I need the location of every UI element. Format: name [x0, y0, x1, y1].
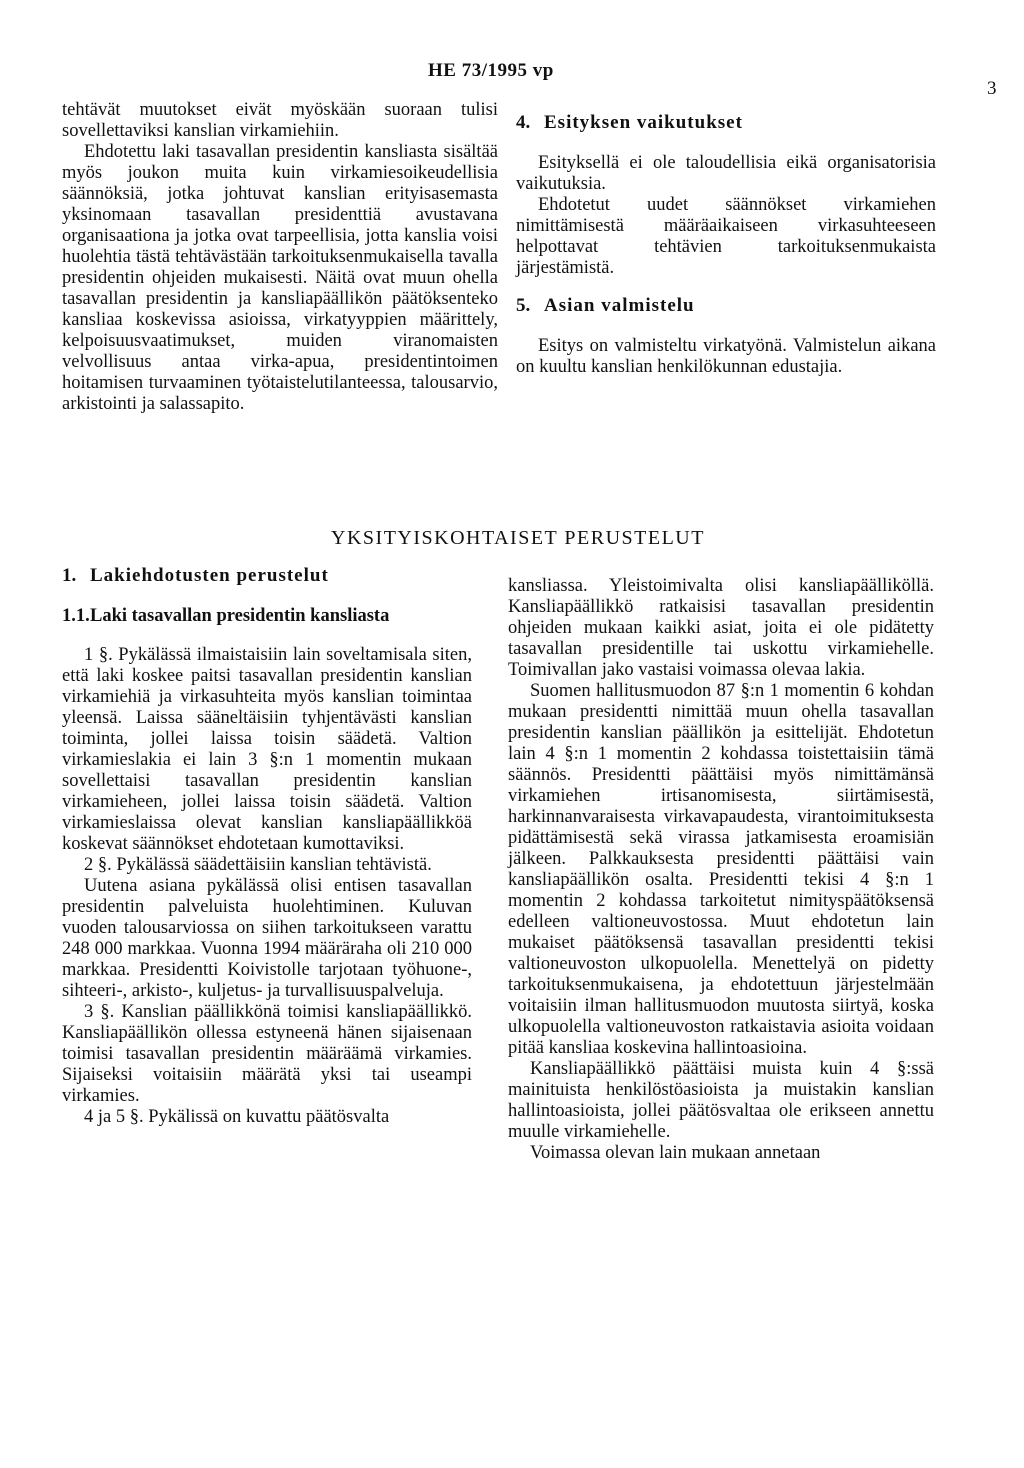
paragraph: 2 §. Pykälässä säädettäisiin kanslian tehtävistä.: [84, 855, 432, 875]
section-title: Lakiehdotusten perustelut: [90, 565, 329, 586]
paragraph: Ehdotetut uudet säännökset virkamiehen nimittämisestä määräaikaiseen virkasuhteeseen helpottavat tehtävien tarkoituksenmukaista järjestämistä.: [516, 195, 936, 278]
section-number: 5.: [516, 295, 531, 316]
top-right-column: [516, 112, 936, 378]
document-id: HE 73/1995 vp: [428, 60, 554, 81]
section-4-heading: [516, 112, 936, 133]
main-heading: [0, 527, 1024, 550]
paragraph: 3 §. Kanslian päällikkönä toimisi kansliapäällikkö. Kansliapäällikön ollessa estyneenä hänen sijaisenaan toimisi tasavallan presidentin määräämä virkamies. Sijaiseksi voitaisiin määrätä yksi tai useampi virkamies.: [62, 1002, 472, 1106]
paragraph: 4 ja 5 §. Pykälissä on kuvattu päätösvalta: [84, 1107, 390, 1127]
section-title: Asian valmistelu: [544, 295, 695, 316]
paragraph: 1 §. Pykälässä ilmaistaisiin lain soveltamisala siten, että laki koskee paitsi tasavallan presidentin kanslian virkamiehiä ja virkasuhteita myös kanslian toimintaa yleensä. Laissa sääneltäisiin tyhjentävästi kanslian toiminta, jollei laissa toisin säädetä. Valtion virkamieslakia ei lain 3 §:n 1 momentin mukaan sovellettaisi tasavallan presidentin kanslian virkamieheen, jollei laissa toisin säädetä. Valtion virkamieslaissa olevat kanslian kansliapäällikköä koskevat säännökset ehdotetaan kumottaviksi.: [62, 645, 472, 854]
page-number: 3: [987, 78, 997, 99]
paragraph: Voimassa olevan lain mukaan annetaan: [530, 1143, 821, 1163]
paragraph: Kansliapäällikkö päättäisi muista kuin 4 §:ssä mainituista henkilöstöasioista ja muistakin kanslian hallintoasioista, jollei päätösvaltaa ole erikseen annettu muulle virkamiehelle.: [508, 1059, 934, 1142]
page-header: [0, 60, 1024, 99]
paragraph: Uutena asiana pykälässä olisi entisen tasavallan presidentin palveluista huolehtiminen. Kuluvan vuoden talousarviossa on siihen tarkoitukseen varattu 248 000 markkaa. Vuonna 1994 määräraha oli 210 000 markkaa. Presidentti Koivistolle tarjotaan työhuone-, sihteeri-, arkisto-, kuljetus- ja turvallisuuspalveluja.: [62, 876, 472, 1001]
paragraph: kansliassa. Yleistoimivalta olisi kansliapäälliköllä. Kansliapäällikkö ratkaisisi tasavallan presidentin ohjeiden mukaan kaikki asiat, joita ei ole pidätetty tasavallan presidentille tai uskottu virkamiehelle. Toimivallan jako vastaisi voimassa olevaa lakia.: [508, 576, 934, 680]
section-number: 4.: [516, 112, 531, 133]
top-left-column: [62, 100, 498, 415]
subsection-number: 1.1.: [62, 606, 90, 626]
bottom-right-column: [508, 576, 934, 1164]
paragraph: Esityksellä ei ole taloudellisia eikä organisatorisia vaikutuksia.: [516, 153, 936, 194]
section-number: 1.: [62, 565, 77, 586]
section-1-heading: [62, 565, 472, 586]
subsection-title: Laki tasavallan presidentin kansliasta: [90, 606, 390, 626]
section-5-heading: [516, 295, 936, 316]
paragraph: Suomen hallitusmuodon 87 §:n 1 momentin 6 kohdan mukaan presidentti nimittää muun ohella tasavallan presidentin kanslian päällikön ja esittelijät. Ehdotetun lain 4 §:n 1 momentin 2 kohdassa toistettaisiin tämä säännös. Presidentti päättäisi myös nimittämänsä virkamiehen irtisanomisesta, siirtämisestä, harkinnanvaraisesta virkavapaudesta, virantoimituksesta pidättämisestä sekä virassa jatkamisesta eroamisiän jälkeen. Palkkauksesta presidentti päättäisi vain kansliapäällikön osalta. Presidentti tekisi 4 §:n 1 momentin 2 kohdassa tarkoitetut nimityspäätöksensä edelleen valtioneuvostossa. Muut ehdotetun lain mukaiset päätöksensä tasavallan presidentti tekisi valtioneuvoston ulkopuolella. Menettelyä on pidetty tarkoituksenmukaisena, ja ehdotettuun järjestelmään voitaisiin ilman hallitusmuodon muutosta siirtyä, koska ulkopuolella valtioneuvoston ratkaistavia asioita voidaan pitää kansliaa koskevina hallintoasioina.: [508, 681, 934, 1058]
paragraph: Ehdotettu laki tasavallan presidentin kansliasta sisältää myös joukon muita kuin virkamiesoikeudellisia säännöksiä, jotka johtuvat kanslian erityisasemasta yksinomaan tasavallan presidenttiä avustavana organisaationa ja jotka ovat tarpeellisia, jotta kanslia voisi huolehtia tästä tehtävästään tarkoituksenmukaisella tavalla presidentin ohjeiden mukaisesti. Näitä ovat muun ohella tasavallan presidentin ja kansliapäällikön päätöksenteko kansliaa koskevissa asioissa, virkatyyppien määrittely, kelpoisuusvaatimukset, muiden viranomaisten velvollisuus antaa virka-apua, presidentintoimen hoitamisen turvaaminen työtaistelutilanteessa, talousarvio, arkistointi ja salassapito.: [62, 142, 498, 414]
main-heading-text: YKSITYISKOHTAISET PERUSTELUT: [331, 527, 705, 549]
paragraph: tehtävät muutokset eivät myöskään suoraan tulisi sovellettaviksi kanslian virkamiehiin.: [62, 100, 498, 141]
paragraph: Esitys on valmisteltu virkatyönä. Valmistelun aikana on kuultu kanslian henkilökunnan edustajia.: [516, 336, 936, 377]
subsection-1-1-heading: [62, 606, 472, 627]
bottom-left-column: [62, 565, 472, 1128]
section-title: Esityksen vaikutukset: [544, 112, 743, 133]
